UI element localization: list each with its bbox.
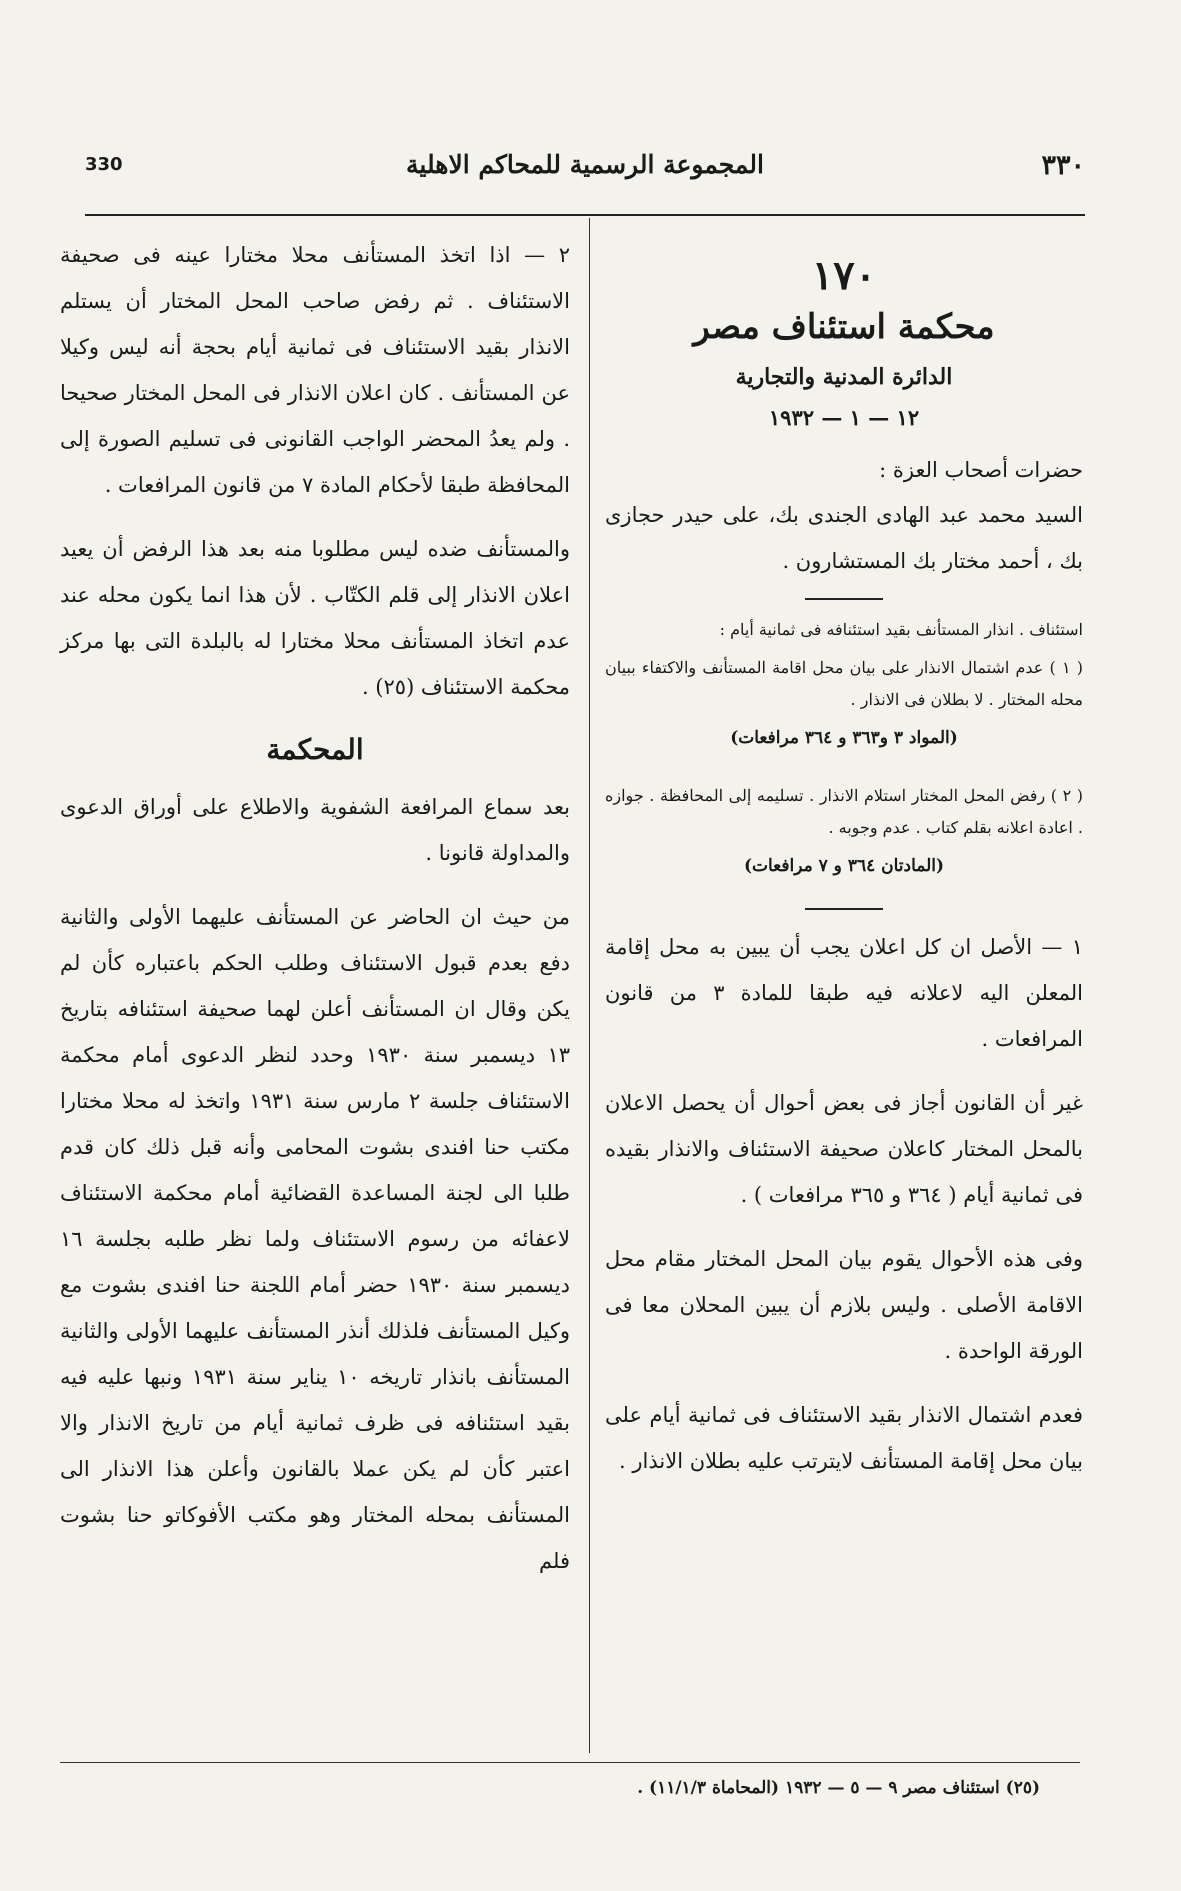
- summary-ref-1: (المواد ٣ و٣٦٣ و ٣٦٤ مرافعات): [730, 728, 958, 748]
- judgment-date: ١٢ — ١ — ١٩٣٢: [768, 405, 920, 430]
- section-rule: [805, 598, 883, 600]
- page-number-latin: 330: [85, 154, 123, 175]
- bench-label: حضرات أصحاب العزة :: [879, 458, 1083, 482]
- section-rule: [805, 908, 883, 910]
- judgment-paragraph: بعد سماع المرافعة الشفوية والاطلاع على أوراق الدعوى والمداولة قانونا .: [60, 795, 570, 865]
- summary-ref-2: (المادتان ٣٦٤ و ٧ مرافعات): [743, 856, 945, 876]
- summary-point-1: ( ١ ) عدم اشتمال الانذار على بيان محل اقامة المستأنف والاكتفاء ببيان محله المختار . لا بطلان فى الانذار .: [605, 658, 1084, 709]
- summary-heading: استئناف . انذار المستأنف بقيد استئنافه فى ثمانية أيام :: [719, 620, 1083, 639]
- page-number-arabic: ٣٣٠: [1041, 150, 1085, 181]
- column-divider: [589, 218, 590, 1753]
- principle-paragraph: والمستأنف ضده ليس مطلوبا منه بعد هذا الرفض أن يعيد اعلان الانذار إلى قلم الكتّاب . لأن هذا انما يكون محله عند عدم اتخاذ المستأنف محلا مختارا له بالبلدة التى بها مركز محكمة الاستئناف (٢٥) .: [60, 537, 570, 699]
- judgment-heading: المحكمة: [266, 733, 364, 766]
- case-number: ١٧٠: [811, 252, 877, 299]
- running-title: المجموعة الرسمية للمحاكم الاهلية: [406, 150, 764, 179]
- principle-paragraph: غير أن القانون أجاز فى بعض أحوال أن يحصل الاعلان بالمحل المختار كاعلان صحيفة الاستئناف والانذار بقيده فى ثمانية أيام ( ٣٦٤ و ٣٦٥ مرافعات ) .: [605, 1091, 1083, 1207]
- page-header: [85, 150, 1085, 196]
- judgment-paragraph: من حيث ان الحاضر عن المستأنف عليهما الأولى والثانية دفع بعدم قبول الاستئناف وطلب الحكم باعتباره كأن لم يكن وقال ان المستأنف أعلن لهما صحيفة استئنافه بتاريخ ١٣ ديسمبر سنة ١٩٣٠ وحدد لنظر الدعوى أمام محكمة الاستئناف جلسة ٢ مارس سنة ١٩٣١ واتخذ له محلا مختارا مكتب حنا افندى بشوت المحامى وأنه قبل ذلك كان قدم طلبا الى لجنة المساعدة القضائية أمام محكمة الاستئناف لاعفائه من رسوم الاستئناف ولما نظر طلبه بجلسة ١٦ ديسمبر سنة ١٩٣٠ حضر أمام اللجنة حنا افندى بشوت مع وكيل المستأنف فلذلك أنذر المستأنف عليهما الأولى والثانية المستأنف بانذار تاريخه ١٠ يناير سنة ١٩٣١ ونبها عليه فيه بقيد استئنافه فى ظرف ثمانية أيام من تاريخ الانذار والا اعتبر كأن لم يكن عملا بالقانون وأعلن هذا الانذار الى المستأنف بمحله المختار وهو مكتب الأفوكاتو حنا بشوت فلم: [60, 905, 571, 1573]
- principle-paragraph: ١ — الأصل ان كل اعلان يجب أن يبين به محل إقامة المعلن اليه لاعلانه فيه طبقا للمادة ٣ من قانون المرافعات .: [605, 935, 1083, 1051]
- principle-paragraph: فعدم اشتمال الانذار بقيد الاستئناف فى ثمانية أيام على بيان محل إقامة المستأنف لايترتب عليه بطلان الانذار .: [605, 1403, 1083, 1473]
- court-name: محكمة استئناف مصر: [693, 307, 995, 347]
- summary-point-2: ( ٢ ) رفض المحل المختار استلام الانذار . تسليمه إلى المحافظة . جوازه . اعادة اعلانه بقلم كتاب . عدم وجوبه .: [605, 786, 1083, 837]
- right-column: [605, 232, 1083, 1502]
- header-rule: [85, 214, 1085, 216]
- bench-members: السيد محمد عبد الهادى الجندى بك، على حيدر حجازى بك ، أحمد مختار بك المستشارون .: [605, 503, 1083, 573]
- footnote-rule: [60, 1762, 1080, 1763]
- principle-paragraph: وفى هذه الأحوال يقوم بيان المحل المختار مقام محل الاقامة الأصلى . وليس بلازم أن يبين المحلان معا فى الورقة الواحدة .: [605, 1247, 1083, 1363]
- principle-paragraph: ٢ — اذا اتخذ المستأنف محلا مختارا عينه فى صحيفة الاستئناف . ثم رفض صاحب المحل المختار أن يستلم الانذار بقيد الاستئناف فى ثمانية أيام بحجة أنه ليس وكيلا عن المستأنف . كان اعلان الانذار فى المحل المختار صحيحا . ولم يعدُ المحضر الواجب القانونى فى تسليم الصورة إلى المحافظة طبقا لأحكام المادة ٧ من قانون المرافعات .: [60, 243, 570, 497]
- circuit-name: الدائرة المدنية والتجارية: [735, 364, 953, 390]
- footnote: (٢٥) استئناف مصر ٩ — ٥ — ١٩٣٢ (المحاماة ١١/١/٣) .: [637, 1778, 1040, 1798]
- left-column: [60, 232, 570, 1602]
